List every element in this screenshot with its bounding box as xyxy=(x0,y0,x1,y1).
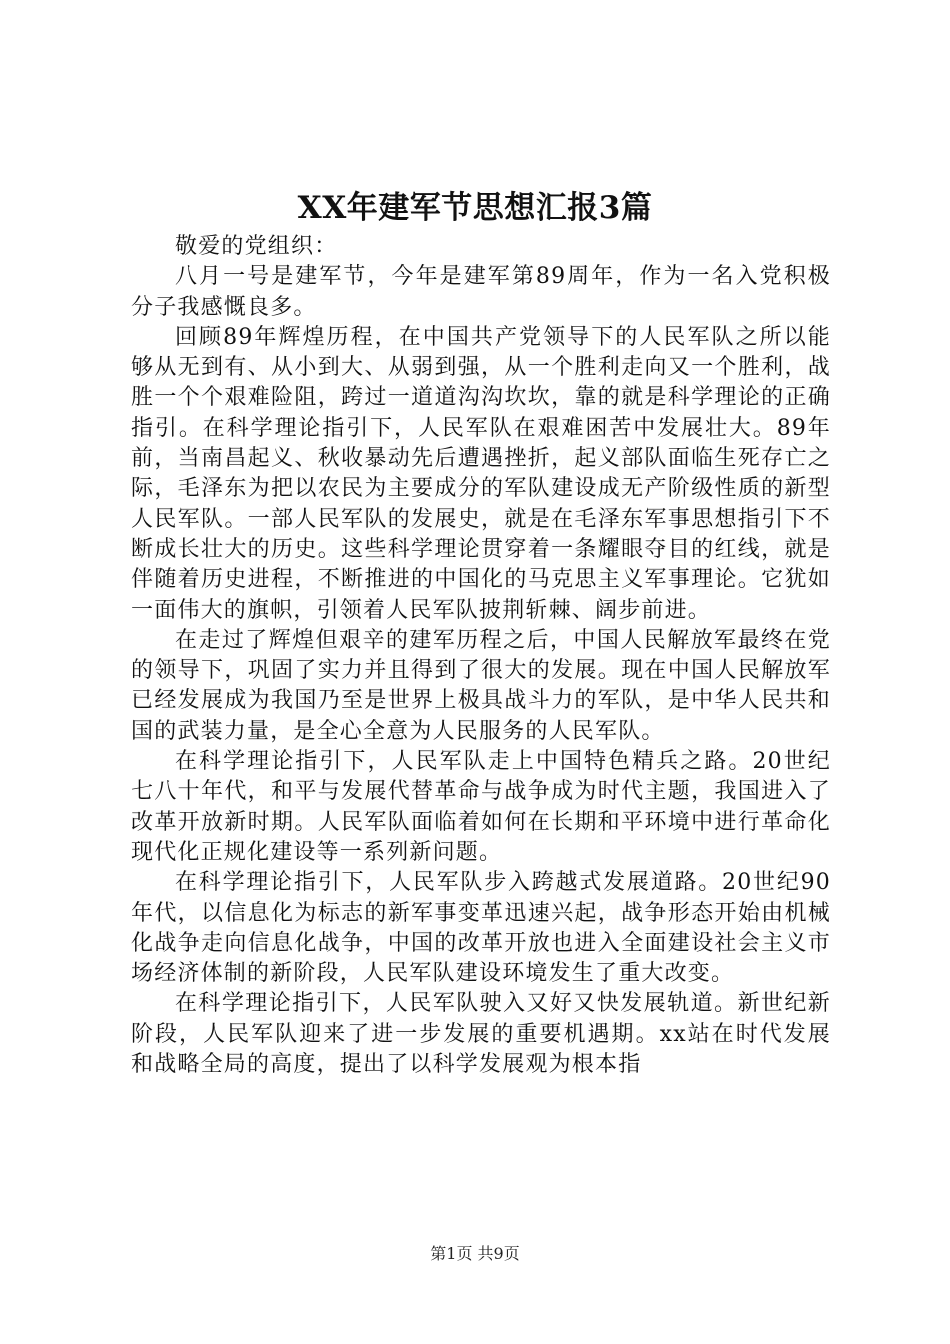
paragraph-3: 在走过了辉煌但艰辛的建军历程之后，中国人民解放军最终在党的领导下，巩固了实力并且得到了很大的发展。现在中国人民解放军已经发展成为我国乃至是世界上极具战斗力的军队，是中华人民共和国的武装力量，是全心全意为人民服务的人民军队。 xyxy=(131,627,831,744)
paragraph-4: 在科学理论指引下，人民军队走上中国特色精兵之路。20世纪七八十年代，和平与发展代替革命与战争成为时代主题，我国进入了改革开放新时期。人民军队面临着如何在长期和平环境中进行革命化现代化正规化建设等一系列新问题。 xyxy=(131,749,831,865)
page-title: XX年建军节思想汇报3篇 xyxy=(297,190,653,226)
paragraph-6: 在科学理论指引下，人民军队驶入又好又快发展轨道。新世纪新阶段，人民军队迎来了进一步发展的重要机遇期。xx站在时代发展和战略全局的高度，提出了以科学发展观为根本指 xyxy=(131,991,831,1078)
salutation: 敬爱的党组织： xyxy=(175,234,338,259)
document-body xyxy=(131,232,831,1080)
paragraph-1: 八月一号是建军节，今年是建军第89周年，作为一名入党积极分子我感慨良多。 xyxy=(131,264,831,320)
paragraph-5: 在科学理论指引下，人民军队步入跨越式发展道路。20世纪90年代，以信息化为标志的新军事变革迅速兴起，战争形态开始由机械化战争走向信息化战争，中国的改革开放也进入全面建设社会主义市场经济体制的新阶段，人民军队建设环境发生了重大改变。 xyxy=(131,870,831,987)
page-footer: 第1页 共9页 xyxy=(430,1244,520,1263)
paragraph-2: 回顾89年辉煌历程，在中国共产党领导下的人民军队之所以能够从无到有、从小到大、从弱到强，从一个胜利走向又一个胜利，战胜一个个艰难险阻，跨过一道道沟沟坎坎，靠的就是科学理论的正确指引。在科学理论指引下，人民军队在艰难困苦中发展壮大。89年前，当南昌起义、秋收暴动先后遭遇挫折，起义部队面临生死存亡之际，毛泽东为把以农民为主要成分的军队建设成无产阶级性质的新型人民军队。一部人民军队的发展史，就是在毛泽东军事思想指引下不断成长壮大的历史。这些科学理论贯穿着一条耀眼夺目的红线，就是伴随着历史进程，不断推进的中国化的马克思主义军事理论。它犹如一面伟大的旗帜，引领着人民军队披荆斩棘、阔步前进。 xyxy=(131,324,831,623)
